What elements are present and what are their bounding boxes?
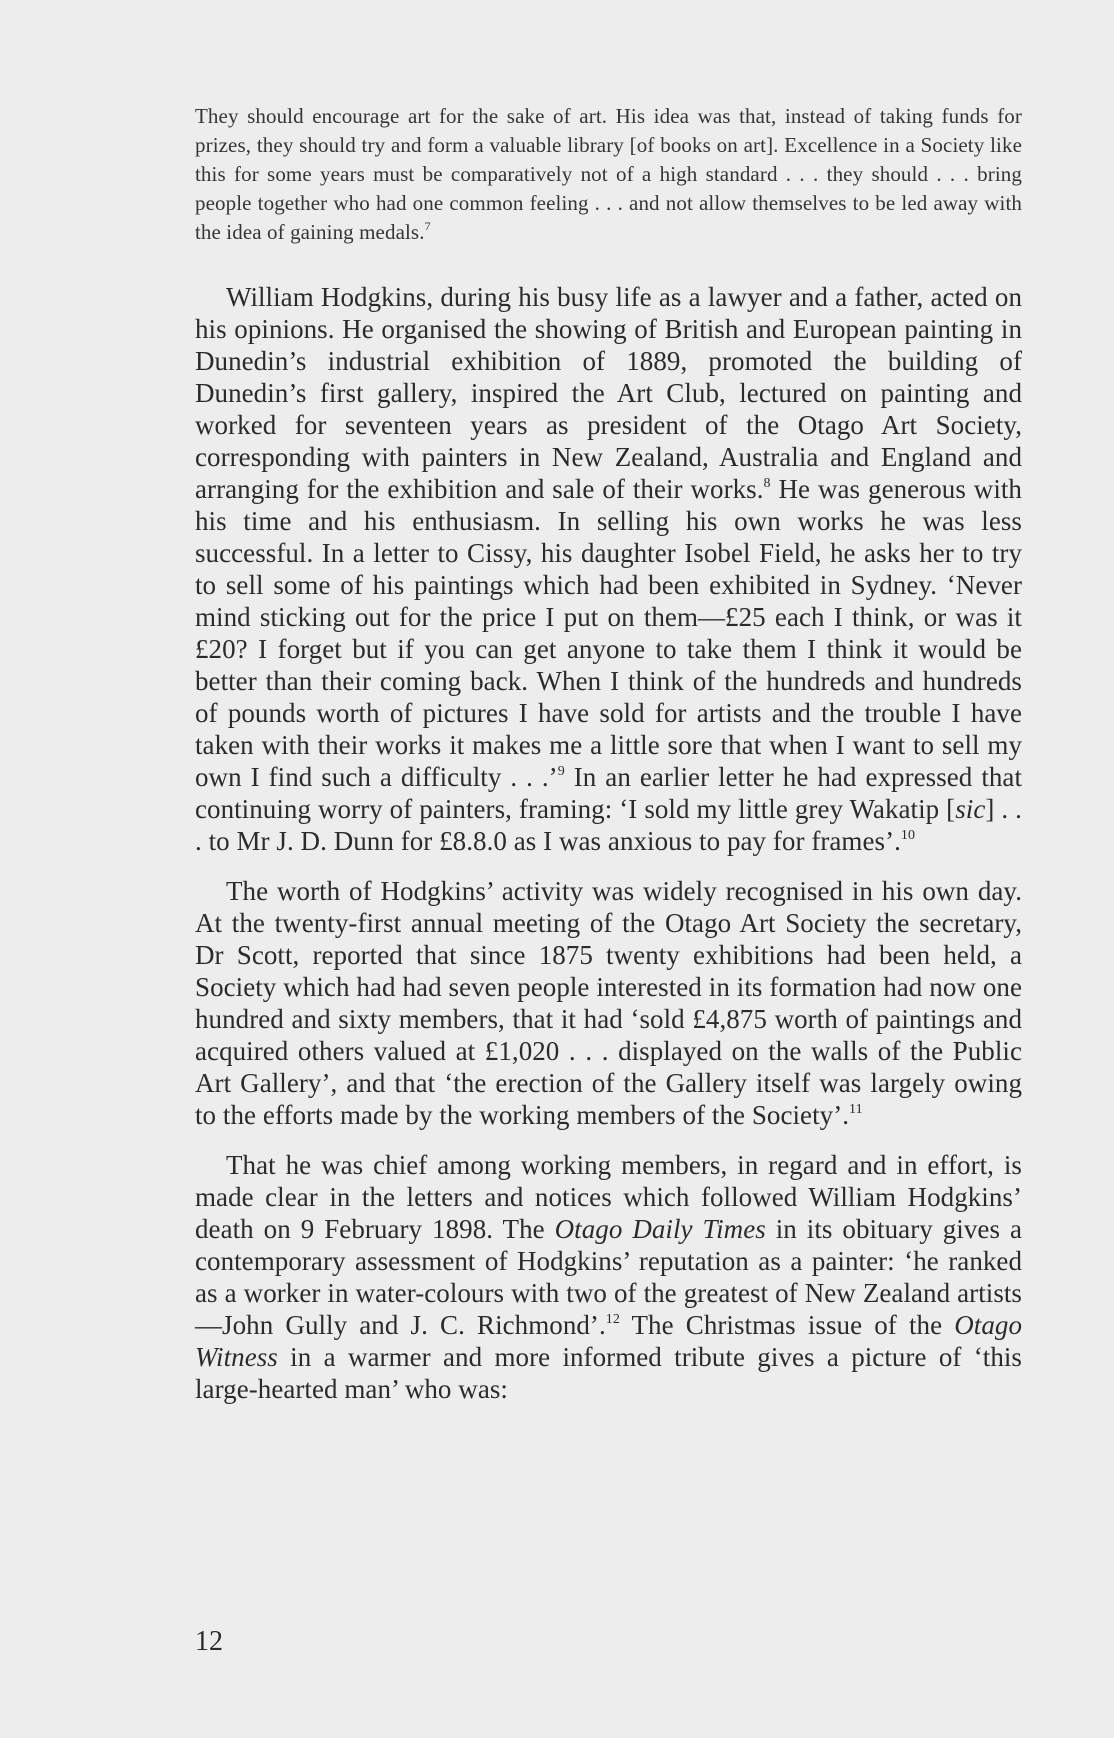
page-content [195, 102, 1022, 1423]
footnote-ref-7: 7 [424, 219, 431, 233]
footnote-ref-8: 8 [763, 476, 771, 491]
quote-text: They should encourage art for the sake of art. His idea was that, instead of taking funds for prizes, they should try and form a valuable library [of books on art]. Excellence in a Society like this for some years must be comparatively not of a high standard . . . they should . . . bring people together who had one common feeling . . . and not allow themselves to be led away with the idea of gaining medals. [195, 104, 1022, 244]
paragraph-2 [195, 875, 1022, 1131]
paragraph-3-text-b: in its obituary gives a contemporary assessment of Hodgkins’ reputation as a painter: ‘he ranked as a worker in water-colours with two of the greatest of New Zealand artists—John Gully and J. C. Richmond’. [195, 1214, 1022, 1340]
paragraph-3-text-a: That he was chief among working members, in regard and in effort, is made clear in the letters and notices which followed William Hodgkins’ death on 9 February 1898. The [195, 1150, 1022, 1244]
paragraph-3-text-d: in a warmer and more informed tribute gives a picture of ‘this large-hearted man’ who was: [195, 1342, 1022, 1404]
paragraph-1-text-d: ] . . . to Mr J. D. Dunn for £8.8.0 as I was anxious to pay for frames’. [195, 794, 1022, 856]
paragraph-1-text-a: William Hodgkins, during his busy life as a lawyer and a father, acted on his opinions. He organised the showing of British and European painting in Dunedin’s industrial exhibition of 1889, promoted the building of Dunedin’s first gallery, inspired the Art Club, lectured on painting and worked for seventeen years as president of the Otago Art Society, corresponding with painters in New Zealand, Australia and England and arranging for the exhibition and sale of their works. [195, 282, 1022, 504]
block-quote [195, 102, 1022, 247]
footnote-ref-9: 9 [557, 764, 565, 779]
sic-italic: sic [955, 794, 986, 824]
body-text [195, 281, 1022, 1405]
otago-daily-times-title: Otago Daily Times [554, 1214, 766, 1244]
quote-paragraph [195, 102, 1022, 247]
footnote-ref-10: 10 [900, 828, 916, 843]
paragraph-1 [195, 281, 1022, 857]
page-number: 12 [195, 1626, 223, 1657]
footnote-ref-11: 11 [849, 1102, 863, 1117]
paragraph-1-text-b: He was generous with his time and his enthusiasm. In selling his own works he was less successful. In a letter to Cissy, his daughter Isobel Field, he asks her to try to sell some of his paintings which had been exhibited in Sydney. ‘Never mind sticking out for the price I put on them—£25 each I think, or was it £20? I forget but if you can get anyone to take them I think it would be better than their coming back. When I think of the hundreds and hundreds of pounds worth of pictures I have sold for artists and the trouble I have taken with their works it makes me a little sore that when I want to sell my own I find such a difficulty . . .’ [195, 474, 1022, 792]
footnote-ref-12: 12 [605, 1312, 620, 1327]
paragraph-3 [195, 1149, 1022, 1405]
paragraph-1-text-c: In an earlier letter he had expressed that continuing worry of painters, framing: ‘I sold my little grey Wakatip [ [195, 762, 1022, 824]
paragraph-2-text: The worth of Hodgkins’ activity was widely recognised in his own day. At the twenty-first annual meeting of the Otago Art Society the secretary, Dr Scott, reported that since 1875 twenty exhibitions had been held, a Society which had had seven people interested in its formation had now one hundred and sixty members, that it had ‘sold £4,875 worth of paintings and acquired others valued at £1,020 . . . displayed on the walls of the Public Art Gallery’, and that ‘the erection of the Gallery itself was largely owing to the efforts made by the working members of the Society’. [195, 876, 1022, 1130]
otago-witness-title: Otago Witness [195, 1310, 1022, 1372]
paragraph-3-text-c: The Christmas issue of the [619, 1310, 955, 1340]
